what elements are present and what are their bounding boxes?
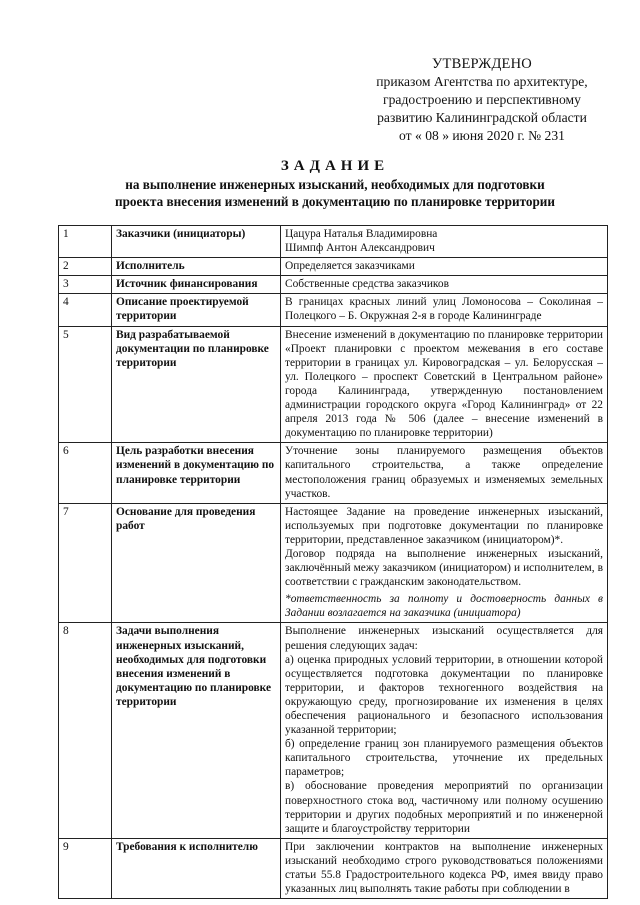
row-content-paragraph: Внесение изменений в документацию по планировке территории «Проект планировки с проектом межевания в его составе территории в границах ул. Кировоградская – ул. Белорусская – ул. Полецкого – проспект Советский в Центральном районе» города Калининграда, утвержденную постановлением администрации городского округа «Город Калининград» от 22 апреля 2013 года № 506 (далее – внесение изменений в документацию по планировке территории) [285, 328, 603, 440]
row-label: Требования к исполнителю [112, 838, 281, 898]
row-content-paragraph: Шимпф Антон Александрович [285, 242, 435, 255]
table-row [59, 443, 608, 503]
row-content-paragraph: а) оценка природных условий территории, в отношении которой осуществляется подготовка документации по планировке территории, и факторов техногенного воздействия на окружающую среду, прогнозирование их изменения в целях обеспечения рационального и безопасного использования указанной территории; [285, 653, 603, 737]
row-label: Вид разрабатываемой документации по планировке территории [112, 326, 281, 443]
row-content-paragraph: Уточнение зоны планируемого размещения объектов капитального строительства, а также определение местоположения границ образуемых и изменяемых земельных участков. [285, 445, 603, 500]
row-content [281, 326, 608, 443]
row-content [281, 258, 608, 276]
table-row [59, 326, 608, 443]
row-label: Цель разработки внесения изменений в документацию по планировке территории [112, 443, 281, 503]
approval-line: приказом Агентства по архитектуре, [376, 74, 588, 89]
table-row [59, 258, 608, 276]
row-content [281, 503, 608, 623]
row-content [281, 226, 608, 258]
row-content-paragraph: Цацура Наталья Владимировна [285, 228, 438, 240]
approval-date: от « 08 » июня 2020 г. № 231 [399, 128, 565, 143]
approval-stamp [352, 55, 612, 145]
row-content-paragraph: в) обоснование проведения мероприятий по организации поверхностного стока вод, частичному или полному осушению территории и других подобных мероприятий и по инженерной защите и благоустройству территории [285, 780, 603, 835]
row-label: Источник финансирования [112, 276, 281, 294]
row-number: 6 [59, 443, 112, 503]
row-label: Задачи выполнения инженерных изысканий, необходимых для подготовки внесения изменений в документацию по планировке территории [112, 623, 281, 838]
row-number: 2 [59, 258, 112, 276]
row-content [281, 623, 608, 838]
row-content [281, 443, 608, 503]
row-content-paragraph: Определяется заказчиками [285, 260, 415, 273]
approval-line: градостроению и перспективному [383, 92, 581, 107]
row-content-paragraph: Договор подряда на выполнение инженерных изысканий, заключённый межу заказчиком (инициатором) и исполнителем, в соответствии с гражданским законодательством. [285, 547, 603, 589]
table-row [59, 276, 608, 294]
row-number: 4 [59, 294, 112, 326]
table-row [59, 838, 608, 898]
row-content [281, 276, 608, 294]
row-label: Заказчики (инициаторы) [112, 226, 281, 258]
row-number: 9 [59, 838, 112, 898]
row-number: 1 [59, 226, 112, 258]
approval-line: развитию Калининградской области [377, 110, 587, 125]
row-content-paragraph: Настоящее Задание на проведение инженерных изысканий, используемых при подготовке документации по планировке территории, представленное заказчиком (инициатором)*. [285, 505, 603, 546]
table-row [59, 226, 608, 258]
row-number: 5 [59, 326, 112, 443]
row-number: 8 [59, 623, 112, 838]
row-number: 3 [59, 276, 112, 294]
row-content-paragraph: В границах красных линий улиц Ломоносова – Соколиная – Полецкого – Б. Окружная 2-я в городе Калининграде [285, 296, 603, 323]
approval-heading: УТВЕРЖДЕНО [432, 56, 532, 72]
title-subtitle: на выполнение инженерных изысканий, необходимых для подготовки [125, 177, 545, 192]
row-content-paragraph: б) определение границ зон планируемого размещения объектов капитального строительства, уточнение их предельных параметров; [285, 738, 603, 779]
title-main: ЗАДАНИЕ [280, 158, 390, 174]
row-content-paragraph: Собственные средства заказчиков [285, 278, 449, 291]
document-title [60, 156, 610, 210]
assignment-table [58, 225, 608, 899]
row-label: Исполнитель [112, 258, 281, 276]
row-label: Основание для проведения работ [112, 503, 281, 623]
table-row [59, 503, 608, 623]
table-row [59, 623, 608, 838]
table-row [59, 294, 608, 326]
row-footnote: *ответственность за полноту и достоверность данных в Задании возлагается на заказчика (инициатора) [285, 593, 603, 620]
row-content-paragraph: Выполнение инженерных изысканий осуществляется для решения следующих задач: [285, 625, 603, 652]
row-content-paragraph: При заключении контрактов на выполнение инженерных изысканий необходимо строго руководствоваться положениями статьи 55.8 Градостроительного кодекса РФ, имея ввиду право указанных лиц выполнять такие работы при соблюдении в [285, 840, 603, 896]
row-content [281, 838, 608, 898]
title-subtitle: проекта внесения изменений в документацию по планировке территории [114, 194, 556, 209]
row-label: Описание проектируемой территории [112, 294, 281, 326]
row-content [281, 294, 608, 326]
row-number: 7 [59, 503, 112, 623]
